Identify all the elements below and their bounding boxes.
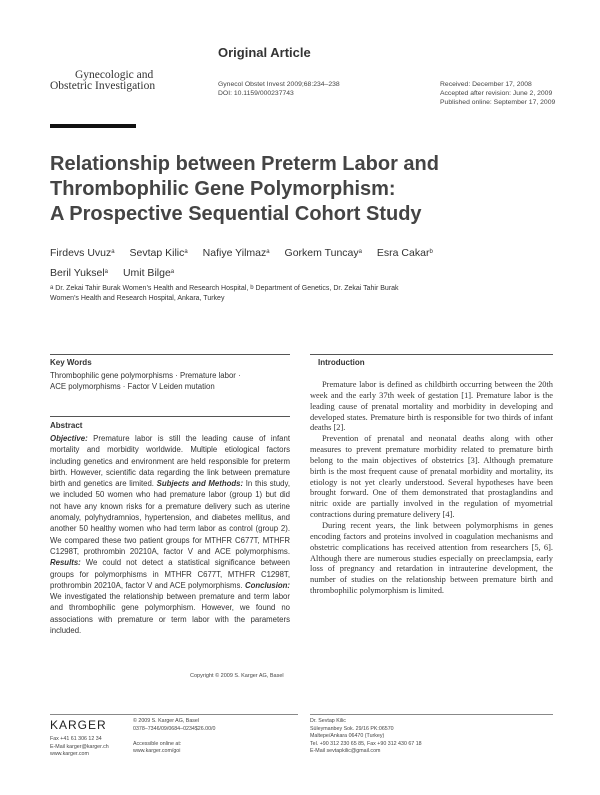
online-link[interactable]: www.karger.com/goi xyxy=(133,748,181,754)
author-list xyxy=(50,243,550,283)
keywords: Thrombophilic gene polymorphisms · Premature labor · ACE polymorphisms · Factor V Leiden mutation xyxy=(50,371,241,391)
accepted-date: Accepted after revision: June 2, 2009 xyxy=(440,90,553,97)
divider xyxy=(310,354,553,355)
affiliations: $^a$ Dr. Zekai Tahir Burak Women’s Health and Research Hospital, $^b$ Department of Genetics, Dr. Zekai Tahir Burak Women’s Health and Research Hospital, Ankara, Turkey xyxy=(50,285,399,302)
citation-line: Gynecol Obstet Invest 2009;68:234–238 xyxy=(218,81,340,88)
published-date: Published online: September 17, 2009 xyxy=(440,99,556,106)
author: Esra Cakar$^b$ xyxy=(376,247,433,259)
author: Firdevs Uvuz$^a$ xyxy=(50,247,115,259)
title-line: Relationship between Preterm Labor and xyxy=(50,153,439,175)
title-line: A Prospective Sequential Cohort Study xyxy=(50,203,422,225)
title-line: Thrombophilic Gene Polymorphism: xyxy=(50,178,396,200)
introduction-body xyxy=(310,380,553,597)
author: Sevtap Kilic$^a$ xyxy=(129,247,188,259)
article-title xyxy=(50,152,570,227)
citation xyxy=(218,80,340,98)
journal-name-line2: Obstetric Investigation xyxy=(50,80,156,92)
author: Beril Yuksel$^a$ xyxy=(50,267,109,279)
journal-name-line1: Gynecologic and xyxy=(75,69,154,81)
abstract-heading: Abstract xyxy=(50,421,83,430)
title-rule xyxy=(50,124,136,128)
abstract-body: Objective: Premature labor is still the leading cause of infant mortality and morbidity worldwide. Multiple etiological factors including genetics and environment are held responsible for preterm birth. However, scientific data regarding the link between premature birth and genetics are limited. Subjects and Methods: In this study, we included 50 women who had premature labor (group 1) but did not have any known risks for a premature delivery such as uterine anomaly, polyhydramnios, hypertension, and diabetes mellitus, and another 50 healthy women who had term labor as control (group 2). We compared these two patient groups for MTHFR C677T, MTHFR C1298T, prothrombin 20210A, factor V and ACE polymorphisms. Results: We could not detect a statistical significance between groups for polymorphisms in MTHFR C677T, MTHFR C1298T, prothrombin 20210A, factor V and ACE polymorphisms. Conclusion: We investigated the relationship between premature and term labor and thrombophilic gene polymorphism. However, we found no associations with premature or term labor with the parameters included. xyxy=(50,434,291,636)
copyright: Copyright © 2009 S. Karger AG, Basel xyxy=(190,673,284,679)
divider xyxy=(50,354,290,355)
paragraph: During recent years, the link between polymorphisms in genes encoding factors and proteins involved in coagulation mechanisms and obstetric complications has received attention from researchers [5, 6]. Although there are numerous studies especially on preeclampsia, early loss of pregnancy and retardation in intrauterine development, the number of studies on the relationship between premature birth and thrombophilic polymorphism is limited. xyxy=(310,520,553,596)
section-label: Original Article xyxy=(218,45,311,60)
author: Nafiye Yilmaz$^a$ xyxy=(202,247,270,259)
article-dates xyxy=(440,80,555,107)
keywords-heading: Key Words xyxy=(50,358,92,367)
footer-contact: Fax +41 61 306 12 34 E-Mail karger@karger.ch www.karger.com xyxy=(50,736,109,757)
journal-logo xyxy=(50,70,155,92)
correspondence-email[interactable]: E-Mail sevtapkilic@gmail.com xyxy=(310,748,381,754)
divider xyxy=(50,416,290,417)
author: Umit Bilge$^a$ xyxy=(122,267,175,279)
doi[interactable]: DOI: 10.1159/000237743 xyxy=(218,90,294,97)
paragraph: Premature labor is defined as childbirth occurring between the 20th week and the early 37th week of gestation [1]. Premature labor is the leading cause of prenatal mortality and morbidity in developing and developed states. Premature birth is responsible for two thirds of infant deaths [2]. xyxy=(310,380,553,433)
received-date: Received: December 17, 2008 xyxy=(440,81,532,88)
publisher-logo: KARGER xyxy=(50,718,107,732)
website-link[interactable]: www.karger.com xyxy=(50,751,89,757)
footer-correspondence: Dr. Sevtap Kilic Süleymanbey Sok. 29/16 PK:06570 Maltepe/Ankara 06470 (Turkey) Tel. +90 312 230 65 85, Fax +90 312 430 67 18 E-Mail sevtapkilic@gmail.com xyxy=(310,718,422,754)
introduction-heading: Introduction xyxy=(318,358,365,367)
footer-publisher: © 2009 S. Karger AG, Basel 0378–7346/09/0684–0234$26.00/0 Accessible online at: www.karger.com/goi xyxy=(133,718,216,754)
paragraph: Prevention of prenatal and neonatal deaths along with other measures to prevent premature morbidity related to premature birth belong to the main objectives of obstetrics [3]. Although premature birth is the most frequent cause of prenatal morbidity and mortality, its etiology is not yet clearly understood. Several hypotheses have been brought forward. One of them demonstrated that prostaglandins and nitric oxide are partially involved in the regulation of myometrial contractions during premature delivery [4]. xyxy=(310,434,553,520)
footer-divider xyxy=(310,714,553,715)
footer-divider xyxy=(50,714,298,715)
email-link[interactable]: E-Mail karger@karger.ch xyxy=(50,743,109,750)
author: Gorkem Tuncay$^a$ xyxy=(284,247,362,259)
